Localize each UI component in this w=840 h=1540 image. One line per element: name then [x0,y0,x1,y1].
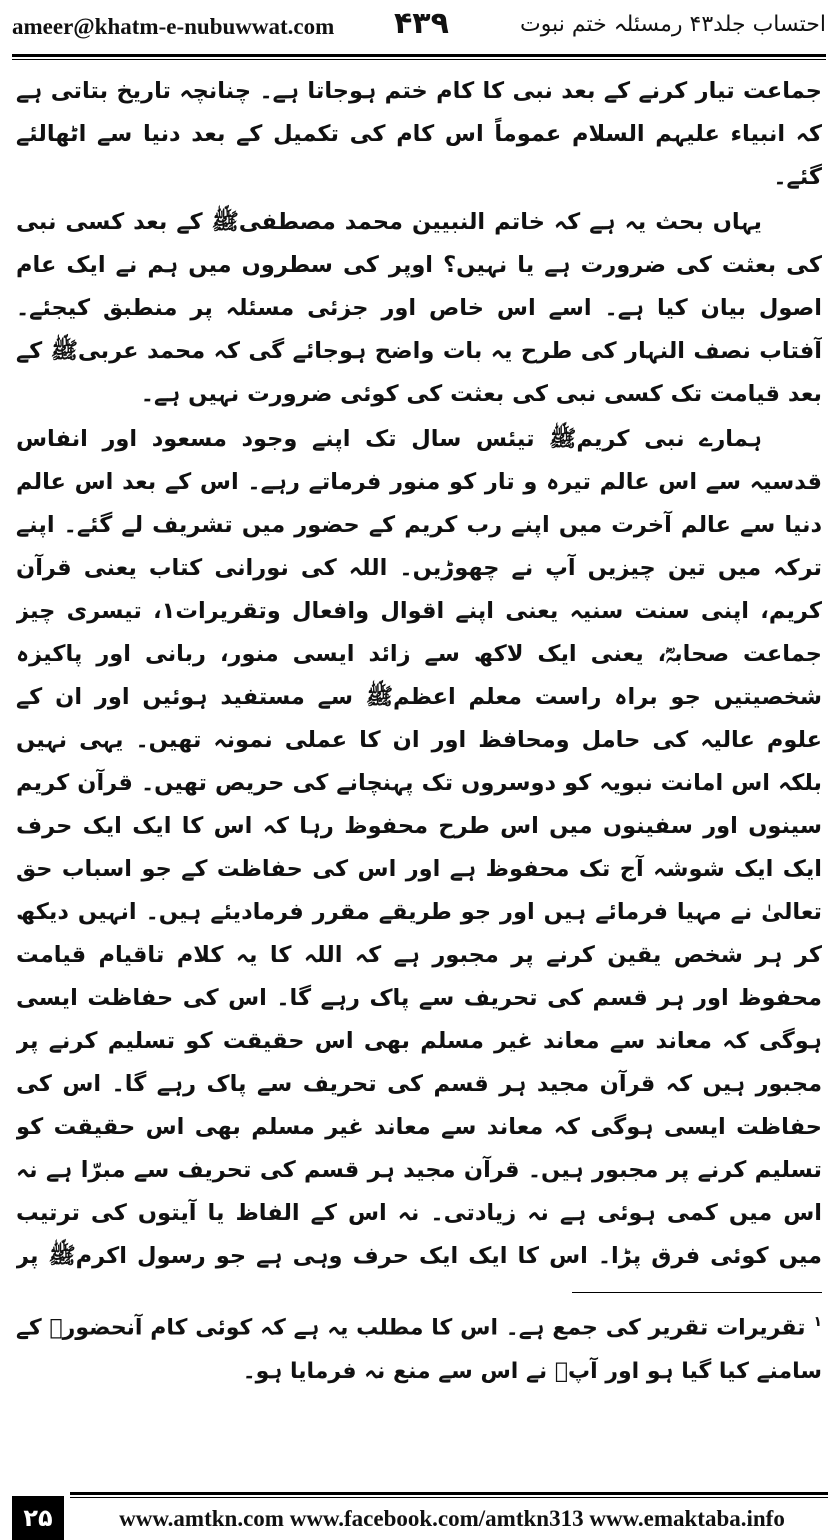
header-rule [12,54,826,57]
page-number: ۴۳۹ [394,6,449,41]
main-text [16,70,822,1280]
header-email: ameer@khatm-e-nubuwwat.com [12,14,335,39]
footnote-text: تقریرات تقریر کی جمع ہے۔ اس کا مطلب یہ ہے کہ کوئی کام آنحضورﷺ کے سامنے کیا گیا ہو اور آپؐ نے اس سے منع نہ فرمایا ہو۔ [16,1315,822,1385]
paragraph-2: یہاں بحث یہ ہے کہ خاتم النبیین محمد مصطفیﷺ کے بعد کسی نبی کی بعثت کی ضرورت ہے یا نہیں؟ اوپر کی سطروں میں ہم نے ایک عام اصول بیان کیا ہے۔ اسے اس خاص اور جزئی مسئلہ پر منطبق کیجئے۔ آفتاب نصف النہار کی طرح یہ بات واضح ہوجائے گی کہ محمد عربیﷺ کے بعد قیامت تک کسی نبی کی بعثت کی کوئی ضرورت نہیں ہے۔ [16,209,822,407]
footer-links[interactable]: www.amtkn.com www.facebook.com/amtkn313 www.emaktaba.info [119,1506,785,1531]
footnote-marker: ۱ [813,1314,822,1330]
footer-page-box: ۲۵ [12,1496,64,1540]
header-rule-thin [12,59,826,60]
page-footer [0,1488,840,1540]
footer-rule [70,1492,828,1495]
footnote-rule [572,1292,822,1293]
page-header [12,0,826,58]
footnote [16,1300,822,1394]
paragraph-1: جماعت تیار کرنے کے بعد نبی کا کام ختم ہوجاتا ہے۔ چنانچہ تاریخ بتاتی ہے کہ انبیاء علیہم السلام عموماً اس کام کی تکمیل کے بعد دنیا سے اٹھالئے گئے۔ [16,78,822,190]
running-title: احتساب جلد۴۳ رمسئلہ ختم نبوت [519,12,826,37]
footer-rule-thin [70,1497,828,1498]
paragraph-3: ہمارے نبی کریمﷺ تیئس سال تک اپنے وجود مسعود اور انفاس قدسیہ سے اس عالم تیرہ و تار کو منور فرماتے رہے۔ اس کے بعد اس عالم دنیا سے عالم آخرت میں اپنے رب کریم کے حضور میں تشریف لے گئے۔ اپنے ترکہ میں تین چیزیں آپ نے چھوڑیں۔ اللہ کی نورانی کتاب یعنی قرآن کریم، اپنی سنت سنیہ یعنی اپنے اقوال وافعال وتقریرات۱، تیسری چیز جماعت صحابہؓ، یعنی ایک لاکھ سے زائد ایسی منور، ربانی اور پاکیزہ شخصیتیں جو براہ راست معلم اعظمﷺ سے مستفید ہوئیں اور ان کے علوم عالیہ کی حامل ومحافظ اور ان کا عملی نمونہ تھیں۔ یہی نہیں بلکہ اس امانت نبویہ کو دوسروں تک پہنچانے کی حریص تھیں۔ قرآن کریم سینوں اور سفینوں میں اس طرح محفوظ رہا کہ اس کا ایک ایک حرف ایک ایک شوشہ آج تک محفوظ ہے اور اس کی حفاظت کے جو اسباب حق تعالیٰ نے مہیا فرمائے ہیں اور جو طریقے مقرر فرمادیئے ہیں۔ انہیں دیکھ کر ہر شخص یقین کرنے پر مجبور ہے کہ اللہ کا یہ کلام تاقیام قیامت محفوظ اور ہر قسم کی تحریف سے پاک رہے گا۔ اس کی حفاظت ایسی ہوگی کہ معاند سے معاند غیر مسلم بھی اس حقیقت کو تسلیم کرنے پر مجبور ہیں کہ قرآن مجید ہر قسم کی تحریف سے پاک رہے گا۔ اس کی حفاظت ایسی ہوگی کہ معاند سے معاند غیر مسلم بھی اس حقیقت کو تسلیم کرنے پر مجبور ہیں۔ قرآن مجید ہر قسم کی تحریف سے مبرّا ہے نہ اس میں کمی ہوئی ہے نہ زیادتی۔ نہ اس کے الفاظ یا آیتوں کی ترتیب میں کوئی فرق پڑا۔ اس کا ایک ایک حرف وہی ہے جو رسول اکرمﷺ پر [16,426,822,1269]
